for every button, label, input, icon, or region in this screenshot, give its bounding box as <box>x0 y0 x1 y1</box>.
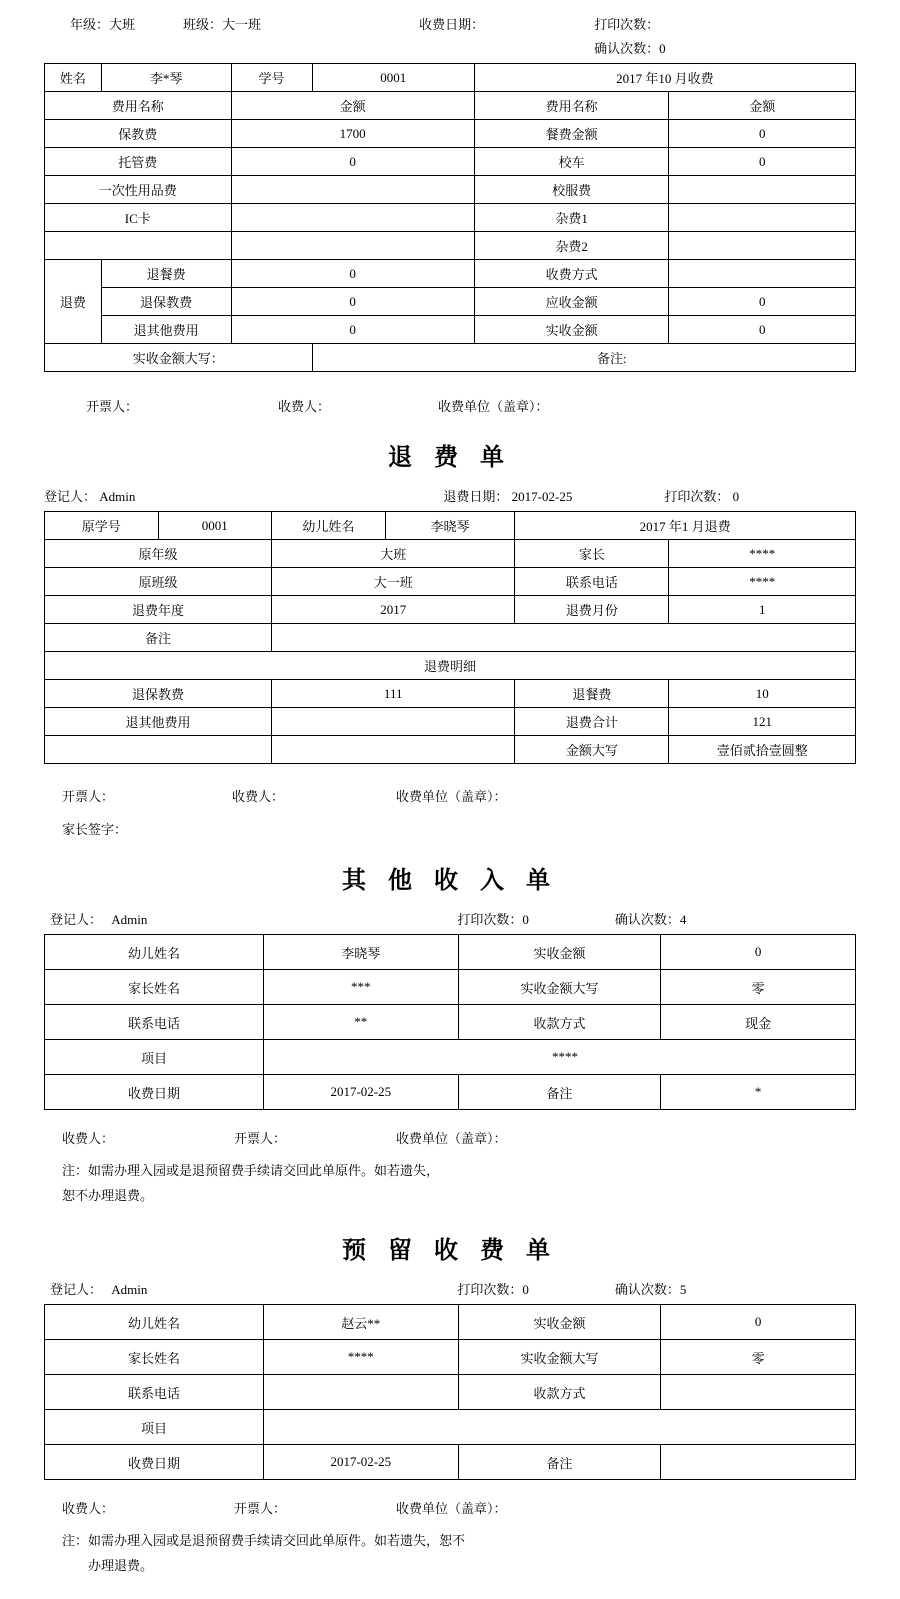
row-value: **** <box>669 540 856 568</box>
refund-date-label: 退费日期： <box>443 489 509 504</box>
refund-right-label: 应收金额 <box>474 288 669 316</box>
reserved-fee-note <box>44 1529 856 1598</box>
registrant-value: Admin <box>111 912 148 927</box>
table-row <box>45 120 856 148</box>
refund-receipt-header <box>44 486 856 505</box>
table-row <box>45 708 856 736</box>
fee-item-amount: 0 <box>669 120 856 148</box>
grade-value: 大班 <box>109 17 136 32</box>
remark-value <box>661 1445 856 1480</box>
fee-item-amount <box>669 204 856 232</box>
amount-right-header: 金额 <box>669 92 856 120</box>
detail-value: 10 <box>669 680 856 708</box>
fee-receipt-header <box>44 14 856 57</box>
row-value: **** <box>669 568 856 596</box>
row-label: 退费年度 <box>45 596 272 624</box>
table-row <box>45 624 856 652</box>
fee-date-label: 收费日期： <box>419 17 485 32</box>
child-name-value: 李晓琴 <box>385 512 515 540</box>
detail-value: 121 <box>669 708 856 736</box>
unit-seal-label: 收费单位（盖章）： <box>396 789 507 804</box>
class-label: 班级： <box>183 17 223 32</box>
table-row <box>45 680 856 708</box>
refund-signatures <box>44 786 856 805</box>
registrant-label: 登记人： <box>50 912 103 927</box>
row-label: 收款方式 <box>458 1375 661 1410</box>
note-line-1: 注：如需办理入园或是退预留费手续请交回此单原件。如若遗失，恕不 <box>62 1533 466 1549</box>
table-row <box>45 1305 856 1340</box>
row-label: 原班级 <box>45 568 272 596</box>
confirm-count-label: 确认次数： <box>614 1282 680 1298</box>
remark-label: 备注: <box>596 351 627 366</box>
row-label: 原年级 <box>45 540 272 568</box>
refund-item-name: 退其他费用 <box>101 316 231 344</box>
detail-label <box>45 736 272 764</box>
table-row <box>45 1445 856 1480</box>
refund-item-amount: 0 <box>231 260 474 288</box>
other-income-title: 其 他 收 入 单 <box>342 868 558 894</box>
fee-date-value: 2017-02-25 <box>263 1075 458 1110</box>
invoicer-label: 开票人： <box>234 1131 287 1146</box>
refund-right-value: 0 <box>669 316 856 344</box>
capital-amount-cell <box>45 344 313 372</box>
fee-item-amount <box>669 232 856 260</box>
row-label: 家长 <box>515 540 669 568</box>
table-row <box>45 935 856 970</box>
fee-receipt-signatures <box>44 396 856 415</box>
fee-item-name: 杂费2 <box>474 232 669 260</box>
refund-item-name: 退保教费 <box>101 288 231 316</box>
remark-cell <box>312 344 855 372</box>
remark-value: * <box>661 1075 856 1110</box>
cashier-label: 收费人： <box>278 399 331 414</box>
fee-item-name: IC卡 <box>45 204 232 232</box>
grade-field <box>70 14 135 33</box>
detail-label: 金额大写 <box>515 736 669 764</box>
fee-item-name: 托管费 <box>45 148 232 176</box>
unit-seal-label: 收费单位（盖章）： <box>438 399 549 414</box>
other-income-table <box>44 934 856 1110</box>
refund-date-field <box>443 486 572 505</box>
orig-sid-value: 0001 <box>158 512 272 540</box>
child-name-label: 幼儿姓名 <box>272 512 386 540</box>
name-value-cell: 李*琴 <box>101 64 231 92</box>
other-income-signatures <box>44 1128 856 1147</box>
other-income-header <box>44 909 856 928</box>
registrant-field <box>44 486 135 505</box>
reserved-fee-section <box>0 1230 900 1598</box>
refund-receipt-section <box>0 437 900 838</box>
print-count-field <box>457 909 529 928</box>
sid-value-cell: 0001 <box>312 64 474 92</box>
row-label: 退费月份 <box>515 596 669 624</box>
table-row <box>45 540 856 568</box>
unit-seal-label: 收费单位（盖章）： <box>396 1131 507 1146</box>
row-value: 零 <box>661 970 856 1005</box>
row-label: 幼儿姓名 <box>45 935 264 970</box>
row-value: 0 <box>661 1305 856 1340</box>
confirm-count-label: 确认次数： <box>594 41 660 56</box>
table-row <box>45 204 856 232</box>
other-income-note <box>44 1159 856 1208</box>
table-row <box>45 596 856 624</box>
table-row <box>45 260 856 288</box>
refund-item-amount: 0 <box>231 316 474 344</box>
other-income-section <box>0 860 900 1208</box>
detail-value <box>272 736 515 764</box>
row-label: 实收金额大写 <box>458 970 661 1005</box>
table-row <box>45 288 856 316</box>
table-row <box>45 64 856 92</box>
refund-right-label: 实收金额 <box>474 316 669 344</box>
note-line-1: 注：如需办理入园或是退预留费手续请交回此单原件。如若遗失， <box>62 1163 440 1178</box>
row-value: 0 <box>661 935 856 970</box>
invoicer-label: 开票人： <box>234 1501 287 1517</box>
fee-item-amount: 1700 <box>231 120 474 148</box>
row-label: 幼儿姓名 <box>45 1305 264 1340</box>
table-row <box>45 1075 856 1110</box>
print-count-label: 打印次数： <box>457 1282 523 1298</box>
row-label: 联系电话 <box>515 568 669 596</box>
parent-signature-row <box>44 819 856 838</box>
fee-date-label: 收费日期 <box>45 1445 264 1480</box>
remark-label: 备注 <box>458 1445 661 1480</box>
refund-date-value: 2017-02-25 <box>511 489 573 504</box>
table-row <box>45 176 856 204</box>
print-count-value: 0 <box>522 1282 529 1298</box>
row-label: 收款方式 <box>458 1005 661 1040</box>
project-value <box>263 1410 855 1445</box>
fee-item-name: 杂费1 <box>474 204 669 232</box>
fee-item-amount <box>231 232 474 260</box>
invoicer-label: 开票人： <box>86 399 139 414</box>
reserved-fee-table <box>44 1304 856 1480</box>
row-value <box>263 1375 458 1410</box>
row-label: 家长姓名 <box>45 970 264 1005</box>
fee-item-amount <box>669 176 856 204</box>
refund-receipt-table <box>44 511 856 764</box>
row-label: 实收金额大写 <box>458 1340 661 1375</box>
period-cell: 2017 年10 月收费 <box>474 64 855 92</box>
row-label: 实收金额 <box>458 1305 661 1340</box>
refund-detail-title: 退费明细 <box>45 652 856 680</box>
detail-value: 壹佰贰拾壹圆整 <box>669 736 856 764</box>
reserved-fee-header <box>44 1279 856 1298</box>
name-label-cell: 姓名 <box>45 64 102 92</box>
registrant-label: 登记人： <box>50 1282 103 1298</box>
detail-value <box>272 708 515 736</box>
refund-item-amount: 0 <box>231 288 474 316</box>
row-label: 实收金额 <box>458 935 661 970</box>
table-row <box>45 652 856 680</box>
refund-right-value: 0 <box>669 288 856 316</box>
project-label: 项目 <box>45 1040 264 1075</box>
fee-date-value: 2017-02-25 <box>263 1445 458 1480</box>
row-value: **** <box>263 1340 458 1375</box>
row-value: 大班 <box>272 540 515 568</box>
row-value: 零 <box>661 1340 856 1375</box>
fee-item-name: 保教费 <box>45 120 232 148</box>
unit-seal-label: 收费单位（盖章）： <box>396 1501 507 1517</box>
print-count-label: 打印次数： <box>594 17 660 32</box>
confirm-count-value: 5 <box>679 1282 687 1298</box>
registrant-value: Admin <box>111 1282 148 1298</box>
table-row <box>45 92 856 120</box>
detail-label: 退保教费 <box>45 680 272 708</box>
fee-name-right-header: 费用名称 <box>474 92 669 120</box>
fee-receipt-table <box>44 63 856 372</box>
row-label: 家长姓名 <box>45 1340 264 1375</box>
row-value: *** <box>263 970 458 1005</box>
capital-amount-label: 实收金额大写： <box>132 351 224 366</box>
print-count-value: 0 <box>732 489 740 504</box>
fee-item-name <box>45 232 232 260</box>
print-count-field <box>664 486 739 505</box>
fee-item-name: 餐费金额 <box>474 120 669 148</box>
row-label: 备注 <box>45 624 272 652</box>
fee-receipt-section <box>0 0 900 415</box>
parent-signature-label: 家长签字： <box>62 822 128 837</box>
fee-item-amount <box>231 204 474 232</box>
orig-sid-label: 原学号 <box>45 512 159 540</box>
table-row <box>45 148 856 176</box>
row-value <box>661 1375 856 1410</box>
print-count-label: 打印次数： <box>457 912 523 927</box>
confirm-count-value: 4 <box>679 912 687 927</box>
print-count-value: 0 <box>522 912 529 927</box>
refund-item-name: 退餐费 <box>101 260 231 288</box>
row-value: 赵云** <box>263 1305 458 1340</box>
confirm-count-field <box>594 38 666 57</box>
amount-left-header: 金额 <box>231 92 474 120</box>
project-value: **** <box>263 1040 855 1075</box>
fee-date-field <box>419 14 484 33</box>
fee-name-left-header: 费用名称 <box>45 92 232 120</box>
table-row <box>45 512 856 540</box>
row-value: 李晓琴 <box>263 935 458 970</box>
print-count-field <box>457 1279 529 1298</box>
row-value: ** <box>263 1005 458 1040</box>
table-row <box>45 1375 856 1410</box>
cashier-label: 收费人： <box>62 1501 115 1517</box>
table-row <box>45 970 856 1005</box>
table-row <box>45 344 856 372</box>
counts-block <box>594 14 666 57</box>
table-row <box>45 1005 856 1040</box>
row-value: 1 <box>669 596 856 624</box>
reserved-fee-title: 预 留 收 费 单 <box>342 1238 558 1265</box>
fee-item-amount: 0 <box>231 148 474 176</box>
detail-label: 退费合计 <box>515 708 669 736</box>
reserved-fee-signatures <box>44 1498 856 1517</box>
refund-right-value <box>669 260 856 288</box>
table-row <box>45 568 856 596</box>
refund-period-cell: 2017 年1 月退费 <box>515 512 856 540</box>
fee-item-name: 一次性用品费 <box>45 176 232 204</box>
table-row <box>45 1340 856 1375</box>
fee-date-label: 收费日期 <box>45 1075 264 1110</box>
fee-item-name: 校服费 <box>474 176 669 204</box>
registrant-label: 登记人： <box>44 489 97 504</box>
row-value <box>272 624 856 652</box>
registrant-field <box>50 1279 147 1298</box>
row-label: 联系电话 <box>45 1375 264 1410</box>
row-label: 联系电话 <box>45 1005 264 1040</box>
remark-label: 备注 <box>458 1075 661 1110</box>
row-value: 大一班 <box>272 568 515 596</box>
refund-group-label: 退费 <box>45 260 102 344</box>
registrant-value: Admin <box>99 489 136 504</box>
detail-label: 退餐费 <box>515 680 669 708</box>
detail-label: 退其他费用 <box>45 708 272 736</box>
table-row <box>45 316 856 344</box>
table-row <box>45 232 856 260</box>
class-value: 大一班 <box>222 17 262 32</box>
note-line-2: 恕不办理退费。 <box>62 1187 154 1203</box>
confirm-count-field <box>615 1279 687 1298</box>
refund-right-label: 收费方式 <box>474 260 669 288</box>
row-value: 2017 <box>272 596 515 624</box>
sid-label-cell: 学号 <box>231 64 312 92</box>
table-row <box>45 1410 856 1445</box>
table-row <box>45 1040 856 1075</box>
print-count-field <box>594 14 666 33</box>
confirm-count-field <box>615 909 687 928</box>
registrant-field <box>50 909 147 928</box>
table-row <box>45 736 856 764</box>
invoicer-label: 开票人： <box>62 789 115 804</box>
project-label: 项目 <box>45 1410 264 1445</box>
refund-receipt-title: 退 费 单 <box>388 445 512 471</box>
row-value: 现金 <box>661 1005 856 1040</box>
cashier-label: 收费人： <box>232 789 285 804</box>
confirm-count-label: 确认次数： <box>614 912 680 927</box>
grade-label: 年级： <box>70 17 110 32</box>
note-line-2: 办理退费。 <box>88 1558 154 1574</box>
fee-item-amount: 0 <box>669 148 856 176</box>
class-field <box>183 14 261 33</box>
detail-value: 111 <box>272 680 515 708</box>
confirm-count-value: 0 <box>659 41 666 56</box>
fee-item-name: 校车 <box>474 148 669 176</box>
fee-item-amount <box>231 176 474 204</box>
print-count-label: 打印次数： <box>664 489 730 504</box>
cashier-label: 收费人： <box>62 1131 115 1146</box>
